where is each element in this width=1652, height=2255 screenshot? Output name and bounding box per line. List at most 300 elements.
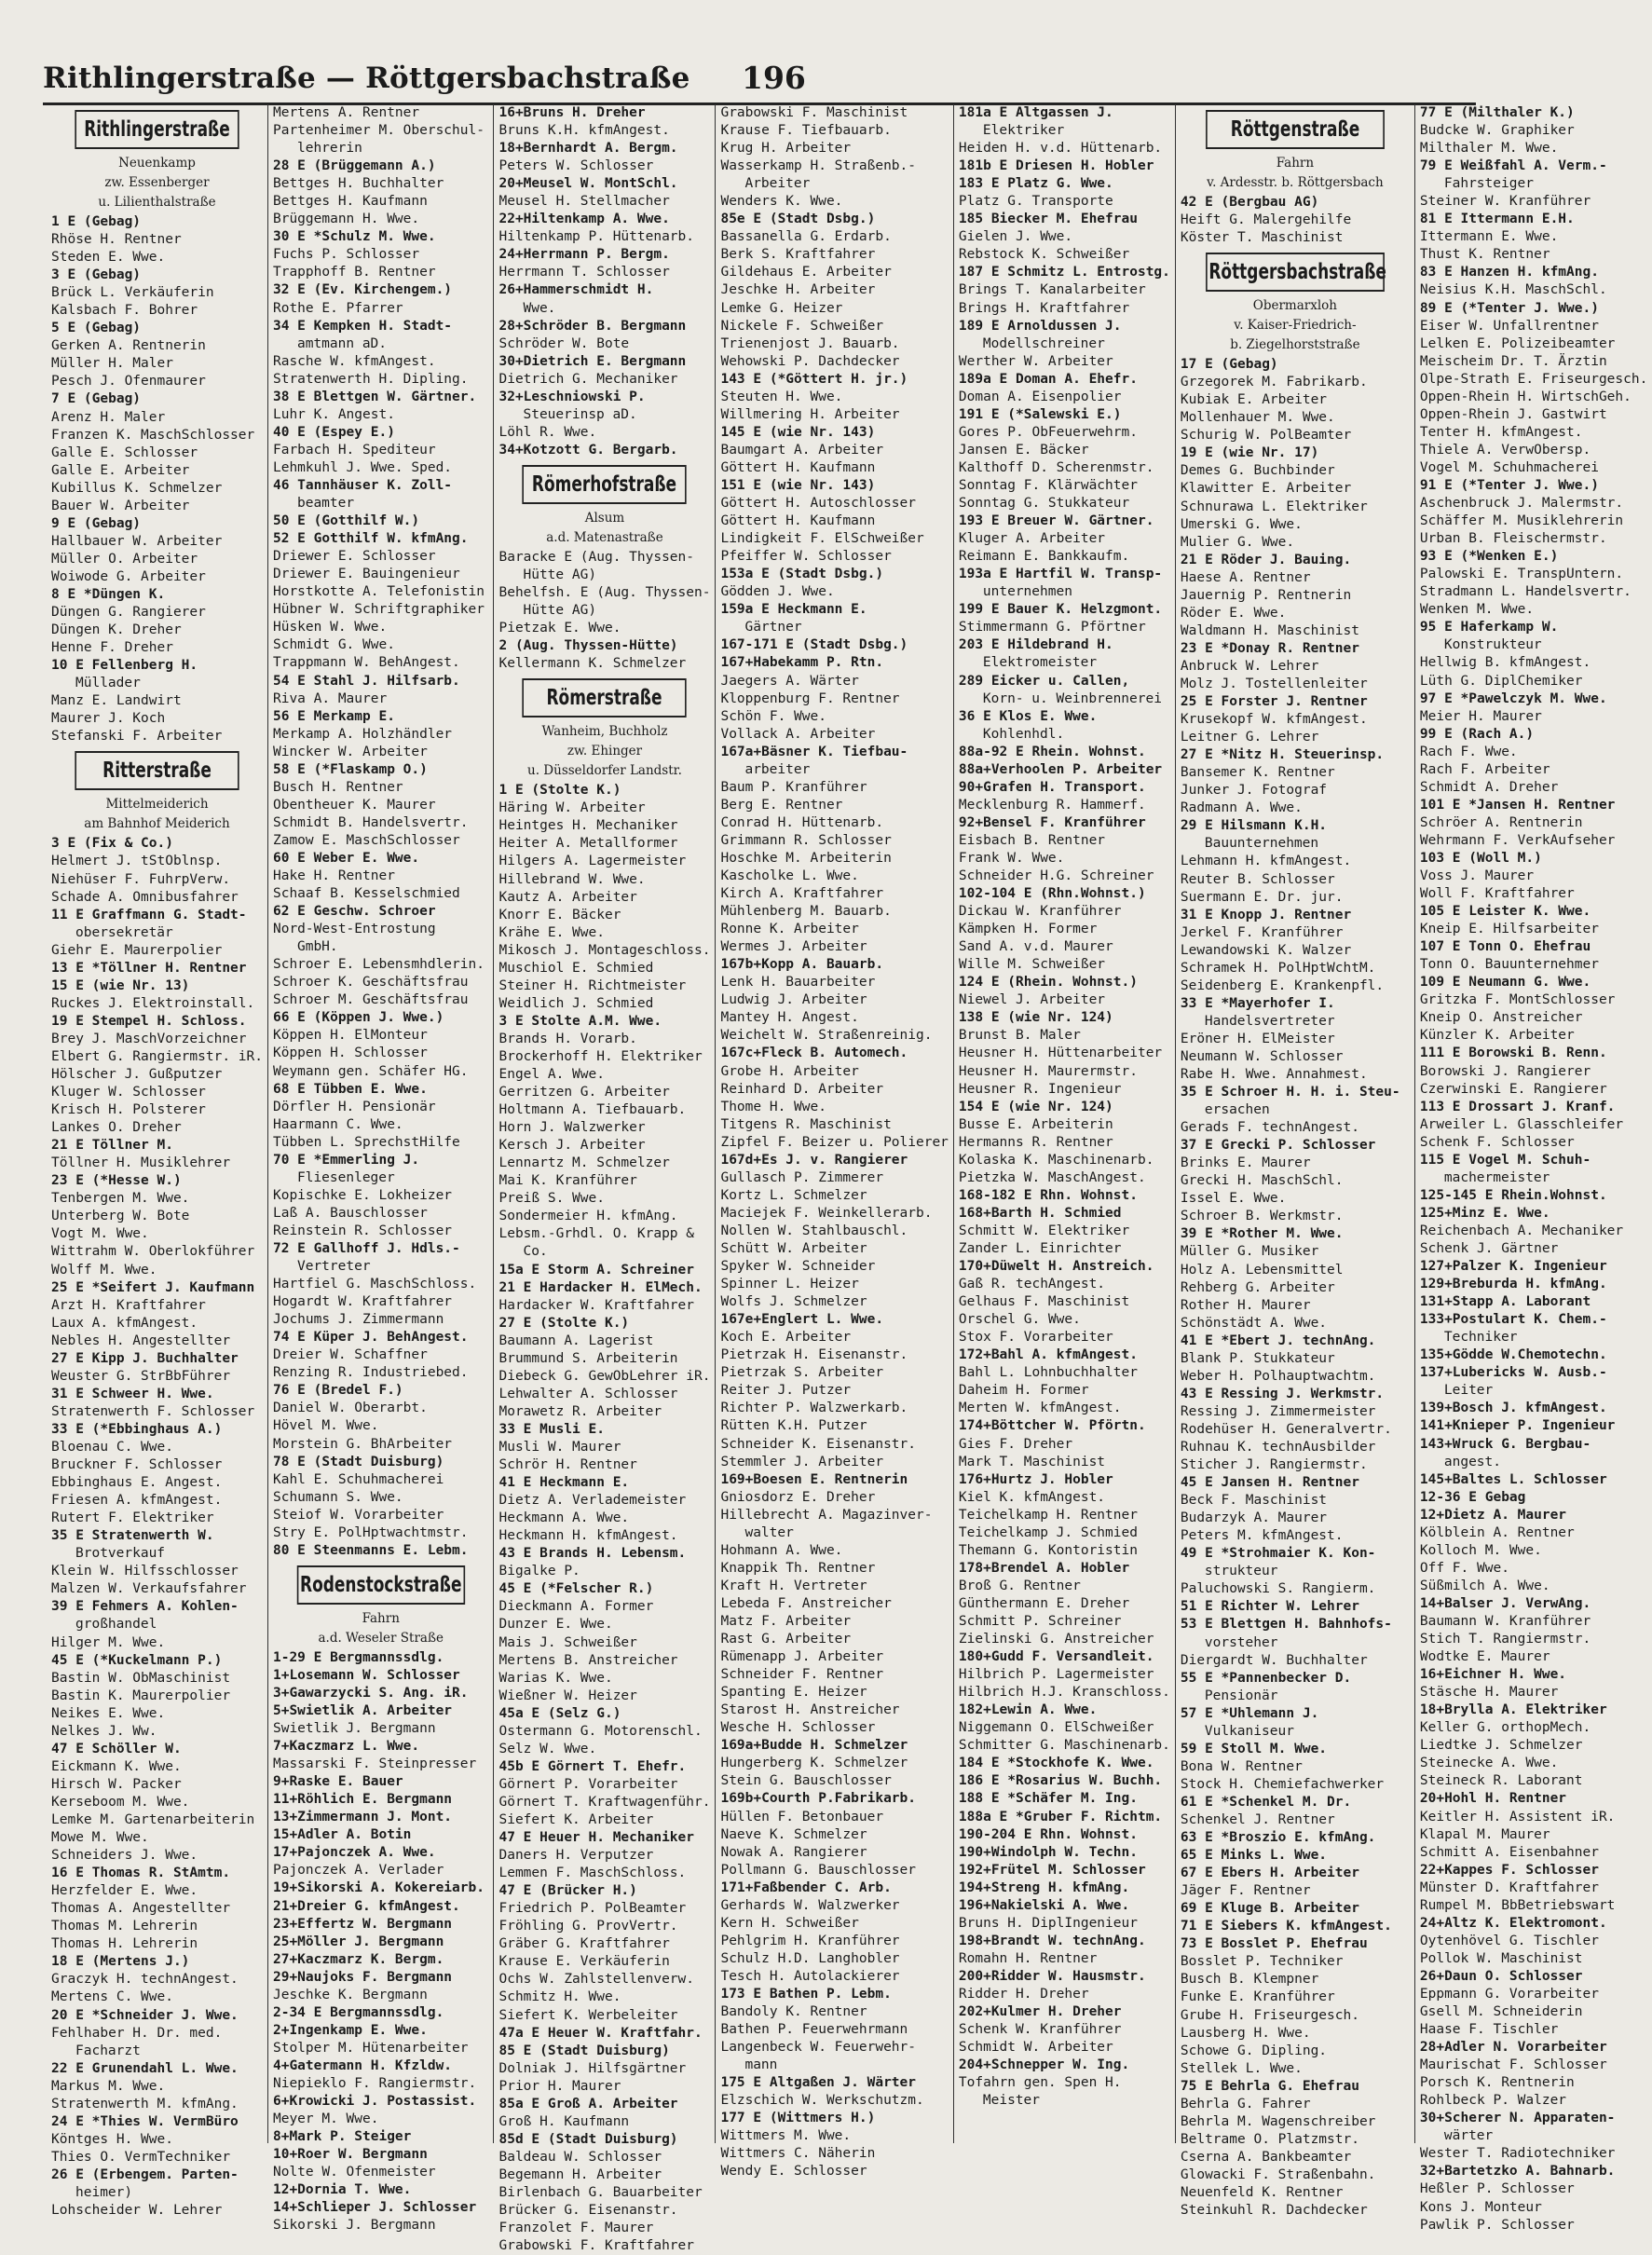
- resident-entry: Niewel J. Arbeiter: [958, 992, 1106, 1008]
- resident-entry: Schroer K. Geschäftsfrau: [272, 975, 469, 991]
- resident-entry: Löhl R. Wwe.: [498, 424, 597, 440]
- resident-entry: Giehr E. Maurerpolier: [51, 942, 223, 958]
- resident-entry: 26+Hammerschmidt H.: [498, 282, 654, 298]
- resident-entry: Thomas A. Angestellter: [51, 1901, 231, 1917]
- resident-entry: Teichelkamp J. Schmied: [958, 1524, 1138, 1540]
- resident-entry: Wenders K. Wwe.: [720, 194, 843, 210]
- resident-entry: Weichelt W. Straßenreinig.: [720, 1028, 933, 1044]
- resident-entry: Birlenbach G. Bauarbeiter: [498, 2184, 703, 2200]
- resident-entry: Stemmler J. Arbeiter: [720, 1454, 884, 1469]
- resident-entry: 85a E Groß A. Arbeiter: [498, 2096, 678, 2112]
- resident-entry: Busse E. Arbeiterin: [958, 1116, 1113, 1132]
- resident-entry: Hilbrich H.J. Kranschloss.: [958, 1685, 1170, 1701]
- resident-entry: Lehmkuhl J. Wwe. Sped.: [272, 459, 453, 475]
- resident-entry: Tofahrn gen. Spen H.: [958, 2075, 1122, 2091]
- resident-entry: Lehmann H. kfmAngest.: [1180, 854, 1352, 869]
- resident-entry: 127+Palzer K. Ingenieur: [1419, 1259, 1607, 1275]
- resident-entry: Laß A. Bauschlosser: [272, 1205, 428, 1221]
- resident-entry: 196+Nakielski A. Wwe.: [958, 1897, 1130, 1913]
- resident-entry: 85d E (Stadt Duisburg): [498, 2131, 678, 2147]
- resident-entry: Suermann E. Dr. jur.: [1180, 889, 1344, 905]
- resident-entry: Steiner H. Richtmeister: [498, 977, 687, 993]
- resident-entry: 172+Bahl A. kfmAngest.: [958, 1347, 1138, 1363]
- resident-entry: Wesche H. Schlosser: [720, 1720, 876, 1736]
- street-district: zw. Ehinger: [567, 744, 643, 759]
- resident-entry: Vogel M. Schuhmacherei: [1419, 459, 1599, 475]
- resident-entry: Berg E. Rentner: [720, 797, 843, 813]
- resident-entry: Gerken A. Rentnerin: [51, 338, 206, 354]
- resident-entry: Zamow E. MaschSchlosser: [272, 832, 460, 848]
- resident-entry: 20+Hohl H. Rentner: [1419, 1791, 1567, 1807]
- resident-entry: Pietzka W. MaschAngest.: [958, 1169, 1146, 1185]
- resident-entry: Schmitt P. Schreiner: [958, 1613, 1122, 1629]
- resident-entry: 41 E Heckmann E.: [498, 1475, 630, 1491]
- resident-entry: Kiel K. kfmAngest.: [958, 1489, 1106, 1505]
- resident-entry: Süßmilch A. Wwe.: [1419, 1578, 1550, 1593]
- resident-entry: 16 E Thomas R. StAmtm.: [51, 1866, 231, 1881]
- resident-entry: Meyer M. Wwe.: [272, 2112, 379, 2127]
- resident-entry: 66 E (Köppen J. Wwe.): [272, 1010, 444, 1026]
- resident-entry: Rhöse H. Rentner: [51, 232, 182, 248]
- resident-entry: Heusner R. Ingenieur: [958, 1081, 1122, 1097]
- resident-entry: Thomas H. Lehrerin: [51, 1936, 198, 1952]
- resident-entry: Dunzer E. Wwe.: [498, 1617, 613, 1633]
- resident-entry: Jerkel F. Kranführer: [1180, 924, 1344, 940]
- resident-entry: Köppen H. Schlosser: [272, 1046, 428, 1061]
- resident-entry: 186 E *Rosarius W. Buchh.: [958, 1773, 1163, 1789]
- resident-entry: Kern H. Schweißer: [720, 1915, 859, 1931]
- resident-entry: Rach F. Wwe.: [1419, 744, 1518, 759]
- resident-entry: 32+Leschniowski P.: [498, 389, 646, 404]
- resident-entry: Groß H. Kaufmann: [498, 2113, 630, 2129]
- resident-entry: Jeschke H. Arbeiter: [720, 282, 876, 298]
- resident-entry: Bauunternehmen: [1204, 836, 1319, 852]
- resident-entry: 45 E (*Felscher R.): [498, 1581, 654, 1597]
- resident-entry: 59 E Stoll M. Wwe.: [1180, 1741, 1328, 1756]
- resident-entry: 49 E *Strohmaier K. Kon-: [1180, 1546, 1376, 1562]
- resident-entry: Fuchs P. Schlosser: [272, 247, 420, 263]
- resident-entry: Rabe H. Wwe. Annahmest.: [1180, 1067, 1368, 1083]
- resident-entry: Korn- u. Weinbrennerei: [982, 690, 1162, 706]
- resident-entry: Beltrame O. Platzmstr.: [1180, 2131, 1359, 2147]
- resident-entry: Schramek H. PolHptWchtM.: [1180, 960, 1376, 976]
- resident-entry: Hirsch W. Packer: [51, 1776, 182, 1792]
- resident-entry: Krug H. Arbeiter: [720, 141, 852, 157]
- resident-entry: Nelkes J. Ww.: [51, 1723, 157, 1739]
- resident-entry: 30+Scherer N. Apparaten-: [1419, 2111, 1616, 2126]
- resident-entry: Hillebrand W. Wwe.: [498, 871, 646, 887]
- resident-entry: Ebbinghaus E. Angest.: [51, 1475, 223, 1491]
- resident-entry: Schroer E. Lebensmhdlerin.: [272, 957, 485, 973]
- resident-entry: 47a E Heuer W. Kraftfahr.: [498, 2025, 703, 2041]
- resident-entry: 62 E Geschw. Schroer: [272, 904, 436, 920]
- street-district: u. Lilienthalstraße: [98, 195, 216, 210]
- resident-entry: 25+Möller J. Bergmann: [272, 1934, 444, 1949]
- resident-entry: Hütte AG): [523, 567, 597, 582]
- resident-entry: Elektromeister: [982, 655, 1098, 671]
- resident-entry: Meister: [982, 2093, 1041, 2109]
- resident-entry: Eiser W. Unfallrentner: [1419, 318, 1599, 334]
- resident-entry: Steuten H. Wwe.: [720, 389, 843, 404]
- resident-entry: Stry E. PolHptwachtmstr.: [272, 1524, 469, 1540]
- resident-entry: 174+Böttcher W. Pförtn.: [958, 1418, 1146, 1434]
- resident-entry: Lehwalter A. Schlosser: [498, 1386, 678, 1401]
- resident-entry: Mark T. Maschinist: [958, 1454, 1106, 1469]
- resident-entry: Issel E. Wwe.: [1180, 1191, 1287, 1207]
- resident-entry: 13 E *Töllner H. Rentner: [51, 960, 247, 976]
- resident-entry: Wenken M. Wwe.: [1419, 602, 1535, 618]
- resident-entry: 50 E (Gotthilf W.): [272, 513, 420, 529]
- resident-entry: 28+Adler N. Vorarbeiter: [1419, 2040, 1607, 2056]
- resident-entry: 19 E Stempel H. Schloss.: [51, 1013, 247, 1029]
- resident-entry: 42 E (Bergbau AG): [1180, 195, 1319, 210]
- resident-entry: 30 E *Schulz M. Wwe.: [272, 229, 436, 245]
- resident-entry: Stein G. Bauschlosser: [720, 1773, 892, 1789]
- resident-entry: 15 E (wie Nr. 13): [51, 977, 190, 993]
- resident-entry: Hövel M. Wwe.: [272, 1418, 379, 1434]
- resident-entry: Köster T. Maschinist: [1180, 230, 1344, 246]
- resident-entry: arbeiter: [744, 761, 811, 777]
- resident-entry: 77 E (Milthaler K.): [1419, 105, 1575, 120]
- resident-entry: Gerritzen G. Arbeiter: [498, 1085, 670, 1100]
- resident-entry: strukteur: [1204, 1564, 1278, 1579]
- resident-entry: Czerwinski E. Rangierer: [1419, 1081, 1607, 1097]
- resident-entry: 85e E (Stadt Dsbg.): [720, 212, 876, 227]
- resident-entry: Graczyk H. technAngest.: [51, 1972, 239, 1988]
- resident-entry: Schröder W. Bote: [498, 335, 630, 351]
- resident-entry: 35 E Schroer H. H. i. Steu-: [1180, 1085, 1400, 1100]
- resident-entry: Eröner H. ElMeister: [1180, 1031, 1335, 1046]
- resident-entry: Diebeck G. GewObLehrer iR.: [498, 1368, 711, 1384]
- resident-entry: Schaaf B. Kesselschmied: [272, 886, 460, 902]
- resident-entry: Merkamp A. Holzhändler: [272, 726, 453, 742]
- resident-entry: 20+Meusel W. MontSchl.: [498, 176, 678, 192]
- resident-entry: Hübner W. Schriftgraphiker: [272, 602, 485, 618]
- street-heading: Röttgenstraße: [1206, 110, 1385, 149]
- resident-entry: Dörfler H. Pensionär: [272, 1099, 436, 1114]
- resident-entry: Wester T. Radiotechniker: [1419, 2146, 1616, 2162]
- resident-entry: angest.: [1443, 1454, 1501, 1469]
- resident-entry: Friedrich P. PolBeamter: [498, 1901, 687, 1917]
- resident-entry: Schneider F. Rentner: [720, 1667, 884, 1683]
- resident-entry: Dieckmann A. Former: [498, 1599, 654, 1615]
- resident-entry: Lindigkeit F. ElSchweißer: [720, 531, 924, 547]
- resident-entry: 1 E (Gebag): [51, 214, 142, 229]
- resident-entry: Ronne K. Arbeiter: [720, 922, 859, 937]
- resident-entry: vorsteher: [1204, 1634, 1278, 1650]
- resident-entry: Gärtner: [744, 620, 802, 636]
- resident-entry: Steinkuhl R. Dachdecker: [1180, 2203, 1368, 2219]
- resident-entry: 60 E Weber E. Wwe.: [272, 850, 420, 866]
- resident-entry: Jeschke K. Bergmann: [272, 1987, 428, 2002]
- resident-entry: 138 E (wie Nr. 124): [958, 1010, 1113, 1026]
- resident-entry: Off F. Wwe.: [1419, 1560, 1509, 1576]
- resident-entry: Schroer B. Werkmstr.: [1180, 1209, 1344, 1224]
- page-title: Rithlingerstraße — Röttgersbachstraße: [43, 62, 690, 95]
- resident-entry: Werther W. Arbeiter: [958, 353, 1113, 369]
- resident-entry: 15+Adler A. Botin: [272, 1827, 412, 1843]
- resident-entry: Göttert H. Kaufmann: [720, 513, 876, 529]
- resident-entry: 169a+Budde H. Schmelzer: [720, 1738, 908, 1754]
- resident-entry: Günthermann E. Dreher: [958, 1595, 1130, 1611]
- resident-entry: 133+Postulart K. Chem.-: [1419, 1312, 1607, 1328]
- resident-entry: Arweiler L. Glasschleifer: [1419, 1116, 1624, 1132]
- resident-entry: Klapal M. Maurer: [1419, 1826, 1550, 1842]
- resident-entry: Wille M. Schweißer: [958, 957, 1106, 973]
- resident-entry: 45a E (Selz G.): [498, 1705, 621, 1721]
- resident-entry: 107 E Tonn O. Ehefrau: [1419, 939, 1591, 955]
- resident-entry: Co.: [523, 1244, 548, 1260]
- resident-entry: Steden E. Wwe.: [51, 250, 166, 266]
- resident-entry: Gielen J. Wwe.: [958, 229, 1073, 245]
- resident-entry: Ittermann E. Wwe.: [1419, 229, 1559, 245]
- resident-entry: Willmering H. Arbeiter: [720, 406, 900, 422]
- resident-entry: Kons J. Monteur: [1419, 2199, 1542, 2215]
- resident-entry: 159a E Heckmann E.: [720, 602, 867, 618]
- resident-entry: Kolaska K. Maschinenarb.: [958, 1152, 1154, 1168]
- resident-entry: Junker J. Fotograf: [1180, 783, 1328, 799]
- resident-entry: Knorr E. Bäcker: [498, 907, 621, 922]
- resident-entry: Krause E. Verkäuferin: [498, 1954, 670, 1970]
- street-heading: Römerstraße: [523, 678, 687, 718]
- resident-entry: Brands H. Vorarb.: [498, 1031, 637, 1046]
- resident-entry: 10+Roer W. Bergmann: [272, 2147, 428, 2163]
- resident-entry: Stock H. Chemiefachwerker: [1180, 1776, 1385, 1792]
- resident-entry: 168+Barth H. Schmied: [958, 1205, 1122, 1221]
- resident-entry: 95 E Haferkamp W.: [1419, 620, 1559, 636]
- resident-entry: 3 E (Gebag): [51, 267, 142, 283]
- resident-entry: Grecki H. MaschSchl.: [1180, 1173, 1344, 1189]
- resident-entry: 53 E Blettgen H. Bahnhofs-: [1180, 1617, 1392, 1633]
- resident-entry: 1+Losemann W. Schlosser: [272, 1667, 460, 1683]
- resident-entry: Swietlik J. Bergmann: [272, 1721, 436, 1737]
- resident-entry: 68 E Tübben E. Wwe.: [272, 1081, 428, 1097]
- resident-entry: Schmidt B. Handelsvertr.: [272, 814, 469, 830]
- resident-entry: Prior H. Maurer: [498, 2078, 621, 2094]
- resident-entry: Kellermann K. Schmelzer: [498, 656, 687, 672]
- resident-entry: Neumann W. Schlosser: [1180, 1048, 1344, 1064]
- resident-entry: Busch B. Klempner: [1180, 1972, 1319, 1988]
- resident-entry: Thies O. VermTechniker: [51, 2149, 231, 2165]
- resident-entry: 6+Krowicki J. Postassist.: [272, 2094, 477, 2110]
- resident-entry: 12+Dornia T. Wwe.: [272, 2182, 412, 2198]
- resident-entry: Spyker W. Schneider: [720, 1259, 876, 1275]
- resident-entry: Hallbauer W. Arbeiter: [51, 533, 223, 549]
- resident-entry: 143+Wruck G. Bergbau-: [1419, 1436, 1591, 1452]
- resident-entry: 71 E Siebers K. kfmAngest.: [1180, 1919, 1392, 1934]
- resident-entry: 75 E Behrla G. Ehefrau: [1180, 2078, 1359, 2094]
- resident-entry: Nolte W. Ofenmeister: [272, 2165, 436, 2180]
- resident-entry: Behrla G. Fahrer: [1180, 2096, 1311, 2112]
- resident-entry: 3 E Stolte A.M. Wwe.: [498, 1013, 662, 1029]
- resident-entry: Gerhards W. Walzwerker: [720, 1897, 900, 1913]
- resident-entry: Pesch J. Ofenmaurer: [51, 374, 206, 390]
- resident-entry: 198+Brandt W. technAng.: [958, 1933, 1146, 1948]
- resident-entry: 125-145 E Rhein.Wohnst.: [1419, 1187, 1607, 1203]
- resident-entry: Luhr K. Angest.: [272, 406, 395, 422]
- resident-entry: Porsch K. Rentnerin: [1419, 2075, 1575, 2091]
- resident-entry: Wendy E. Schlosser: [720, 2164, 867, 2180]
- resident-entry: 88a-92 E Rhein. Wohnst.: [958, 744, 1146, 759]
- resident-entry: Bassanella G. Erdarb.: [720, 229, 892, 245]
- resident-entry: Diergardt W. Buchhalter: [1180, 1652, 1368, 1668]
- resident-entry: Kolloch M. Wwe.: [1419, 1542, 1542, 1558]
- resident-entry: Brücker G. Eisenanstr.: [498, 2203, 678, 2219]
- resident-entry: 190-204 E Rhn. Wohnst.: [958, 1826, 1138, 1842]
- resident-entry: 63 E *Broszio E. kfmAng.: [1180, 1830, 1376, 1846]
- resident-entry: 3 E (Fix & Co.): [51, 836, 173, 852]
- street-district: Alsum: [584, 510, 625, 526]
- resident-entry: Grimmann R. Schlosser: [720, 832, 892, 848]
- resident-entry: Mais J. Schweißer: [498, 1634, 637, 1650]
- resident-entry: Mühlenberg M. Bauarb.: [720, 904, 892, 920]
- resident-entry: Lausberg H. Wwe.: [1180, 2025, 1311, 2041]
- resident-entry: 40 E (Espey E.): [272, 424, 395, 440]
- resident-entry: Galle E. Schlosser: [51, 444, 198, 460]
- resident-entry: 167-171 E (Stadt Dsbg.): [720, 637, 908, 653]
- resident-entry: Wolfs J. Schmelzer: [720, 1294, 867, 1310]
- resident-entry: 26 E (Erbengem. Parten-: [51, 2166, 239, 2182]
- resident-entry: Krusekopf W. kfmAngest.: [1180, 712, 1368, 728]
- resident-entry: Behelfsh. E (Aug. Thyssen-: [498, 585, 711, 601]
- street-district: a.d. Matenastraße: [546, 529, 663, 545]
- resident-entry: Preiß S. Wwe.: [498, 1191, 605, 1207]
- resident-entry: 145 E (wie Nr. 143): [720, 424, 876, 440]
- resident-entry: Musli W. Maurer: [498, 1440, 621, 1455]
- resident-entry: Bastin W. ObMaschinist: [51, 1670, 231, 1686]
- resident-entry: 190+Windolph W. Techn.: [958, 1844, 1138, 1860]
- resident-entry: Funke E. Kranführer: [1180, 1989, 1335, 2005]
- resident-entry: Tübben L. SprechstHilfe: [272, 1134, 460, 1150]
- resident-entry: Stefanski F. Arbeiter: [51, 729, 223, 745]
- resident-entry: Olpe-Strath E. Friseurgesch.: [1419, 371, 1648, 387]
- resident-entry: 34+Kotzott G. Bergarb.: [498, 442, 678, 458]
- resident-entry: Fliesenleger: [296, 1169, 395, 1185]
- resident-entry: Cserna A. Bankbeamter: [1180, 2149, 1352, 2165]
- resident-entry: Urban B. Fleischermstr.: [1419, 531, 1607, 547]
- street-district: Mittelmeiderich: [105, 797, 209, 813]
- resident-entry: Paluchowski S. Rangierm.: [1180, 1581, 1376, 1597]
- resident-entry: Mantey H. Angest.: [720, 1010, 859, 1026]
- resident-entry: 21+Dreier G. kfmAngest.: [272, 1898, 460, 1914]
- resident-entry: 2-34 E Bergmannssdlg.: [272, 2004, 444, 2020]
- resident-entry: Röder E. Wwe.: [1180, 605, 1287, 621]
- street-heading: Röttgersbachstraße: [1206, 253, 1385, 292]
- resident-entry: Krisch H. Polsterer: [51, 1102, 206, 1118]
- resident-entry: unternehmen: [982, 584, 1072, 600]
- street-heading: Ritterstraße: [75, 751, 239, 790]
- resident-entry: Wermes J. Arbeiter: [720, 939, 867, 955]
- resident-entry: 43 E Ressing J. Werkmstr.: [1180, 1386, 1385, 1401]
- resident-entry: Gsell M. Schneiderin: [1419, 2004, 1583, 2020]
- resident-entry: Obentheuer K. Maurer: [272, 797, 436, 813]
- resident-entry: Laux A. kfmAngest.: [51, 1315, 198, 1331]
- resident-entry: Peters W. Schlosser: [498, 158, 654, 174]
- resident-entry: 30+Dietrich E. Bergmann: [498, 353, 687, 369]
- resident-entry: Daheim H. Former: [958, 1383, 1089, 1399]
- resident-entry: 67 E Ebers H. Arbeiter: [1180, 1866, 1359, 1881]
- resident-entry: 167d+Es J. v. Rangierer: [720, 1152, 908, 1168]
- resident-entry: 45b E Görnert T. Ehefr.: [498, 1758, 687, 1774]
- resident-entry: Pajonczek A. Verlader: [272, 1863, 444, 1879]
- resident-entry: Nowak A. Rangierer: [720, 1844, 867, 1860]
- resident-entry: 14+Schlieper J. Schlosser: [272, 2200, 477, 2216]
- resident-entry: Schenk F. Schlosser: [1419, 1134, 1575, 1150]
- resident-entry: Brummund S. Arbeiterin: [498, 1350, 678, 1366]
- resident-entry: 18 E (Mertens J.): [51, 1954, 190, 1970]
- resident-entry: Arbeiter: [744, 176, 811, 192]
- resident-entry: Pollmann G. Bauschlosser: [720, 1862, 916, 1878]
- resident-entry: 101 E *Jansen H. Rentner: [1419, 797, 1616, 813]
- resident-entry: 33 E *Mayerhofer I.: [1180, 995, 1335, 1011]
- resident-entry: 99 E (Rach A.): [1419, 726, 1535, 742]
- resident-entry: 27 E *Nitz H. Steuerinsp.: [1180, 747, 1385, 763]
- resident-entry: Frank W. Wwe.: [958, 850, 1065, 866]
- resident-entry: Ridder H. Dreher: [958, 1986, 1089, 2002]
- resident-entry: Gniosdorz E. Dreher: [720, 1489, 876, 1505]
- resident-entry: Häring W. Arbeiter: [498, 800, 646, 816]
- resident-entry: Düngen G. Rangierer: [51, 605, 206, 621]
- resident-entry: Köntges H. Wwe.: [51, 2131, 173, 2147]
- resident-entry: 7 E (Gebag): [51, 391, 142, 407]
- resident-entry: Brey J. MaschVorzeichner: [51, 1031, 247, 1046]
- resident-entry: Thust K. Rentner: [1419, 247, 1550, 263]
- resident-entry: Steinecke A. Wwe.: [1419, 1756, 1559, 1771]
- resident-entry: Schroer M. Geschäftsfrau: [272, 992, 469, 1008]
- resident-entry: 2+Ingenkamp E. Wwe.: [272, 2022, 428, 2038]
- resident-entry: Rohlbeck P. Walzer: [1419, 2093, 1567, 2109]
- resident-entry: Baracke E (Aug. Thyssen-: [498, 549, 694, 565]
- resident-entry: Bruns H. DiplIngenieur: [958, 1915, 1138, 1931]
- resident-entry: Wehrmann F. VerkAufseher: [1419, 832, 1616, 848]
- resident-entry: Hermanns R. Rentner: [958, 1134, 1113, 1150]
- resident-entry: wärter: [1443, 2128, 1494, 2144]
- resident-entry: 10 E Fellenberg H.: [51, 658, 198, 674]
- resident-entry: 14+Balser J. VerwAng.: [1419, 1595, 1591, 1611]
- resident-entry: 32+Bartetzko A. Bahnarb.: [1419, 2164, 1616, 2180]
- resident-entry: Gaß R. techAngest.: [958, 1277, 1106, 1292]
- resident-entry: Reuter B. Schlosser: [1180, 871, 1335, 887]
- resident-entry: Sondermeier H. kfmAng.: [498, 1209, 678, 1224]
- resident-entry: 102-104 E (Rhn.Wohnst.): [958, 886, 1146, 902]
- resident-entry: 1-29 E Bergmannssdlg.: [272, 1649, 444, 1665]
- resident-entry: Spanting E. Heizer: [720, 1685, 867, 1701]
- resident-entry: Naeve K. Schmelzer: [720, 1826, 867, 1842]
- resident-entry: Riva A. Maurer: [272, 690, 388, 706]
- resident-entry: 167b+Kopp A. Bauarb.: [720, 957, 884, 973]
- resident-entry: Farbach H. Spediteur: [272, 442, 436, 458]
- resident-entry: Stich T. Rangiermstr.: [1419, 1632, 1591, 1647]
- resident-entry: Lankes O. Dreher: [51, 1120, 182, 1136]
- resident-entry: 8+Mark P. Steiger: [272, 2129, 412, 2145]
- resident-entry: Vollack A. Arbeiter: [720, 726, 876, 742]
- resident-entry: Wittmers M. Wwe.: [720, 2128, 852, 2144]
- street-district: Fahrn: [362, 1610, 400, 1626]
- resident-entry: Heusner H. Maurermstr.: [958, 1063, 1138, 1079]
- resident-entry: 35 E Stratenwerth W.: [51, 1528, 214, 1544]
- resident-entry: Bettges H. Kaufmann: [272, 194, 428, 210]
- resident-entry: Nebles H. Angestellter: [51, 1332, 231, 1348]
- resident-entry: 20 E *Schneider J. Wwe.: [51, 2007, 239, 2023]
- resident-entry: 85 E (Stadt Duisburg): [498, 2043, 670, 2058]
- resident-entry: Baum P. Kranführer: [720, 779, 867, 795]
- resident-entry: Klawitter E. Arbeiter: [1180, 481, 1352, 497]
- resident-entry: Bloenau C. Wwe.: [51, 1440, 173, 1455]
- resident-entry: 37 E Grecki P. Schlosser: [1180, 1138, 1376, 1154]
- resident-entry: Künzler K. Arbeiter: [1419, 1028, 1575, 1044]
- resident-entry: Niggemann O. ElSchweißer: [958, 1720, 1154, 1736]
- resident-entry: 17+Pajonczek A. Wwe.: [272, 1845, 436, 1861]
